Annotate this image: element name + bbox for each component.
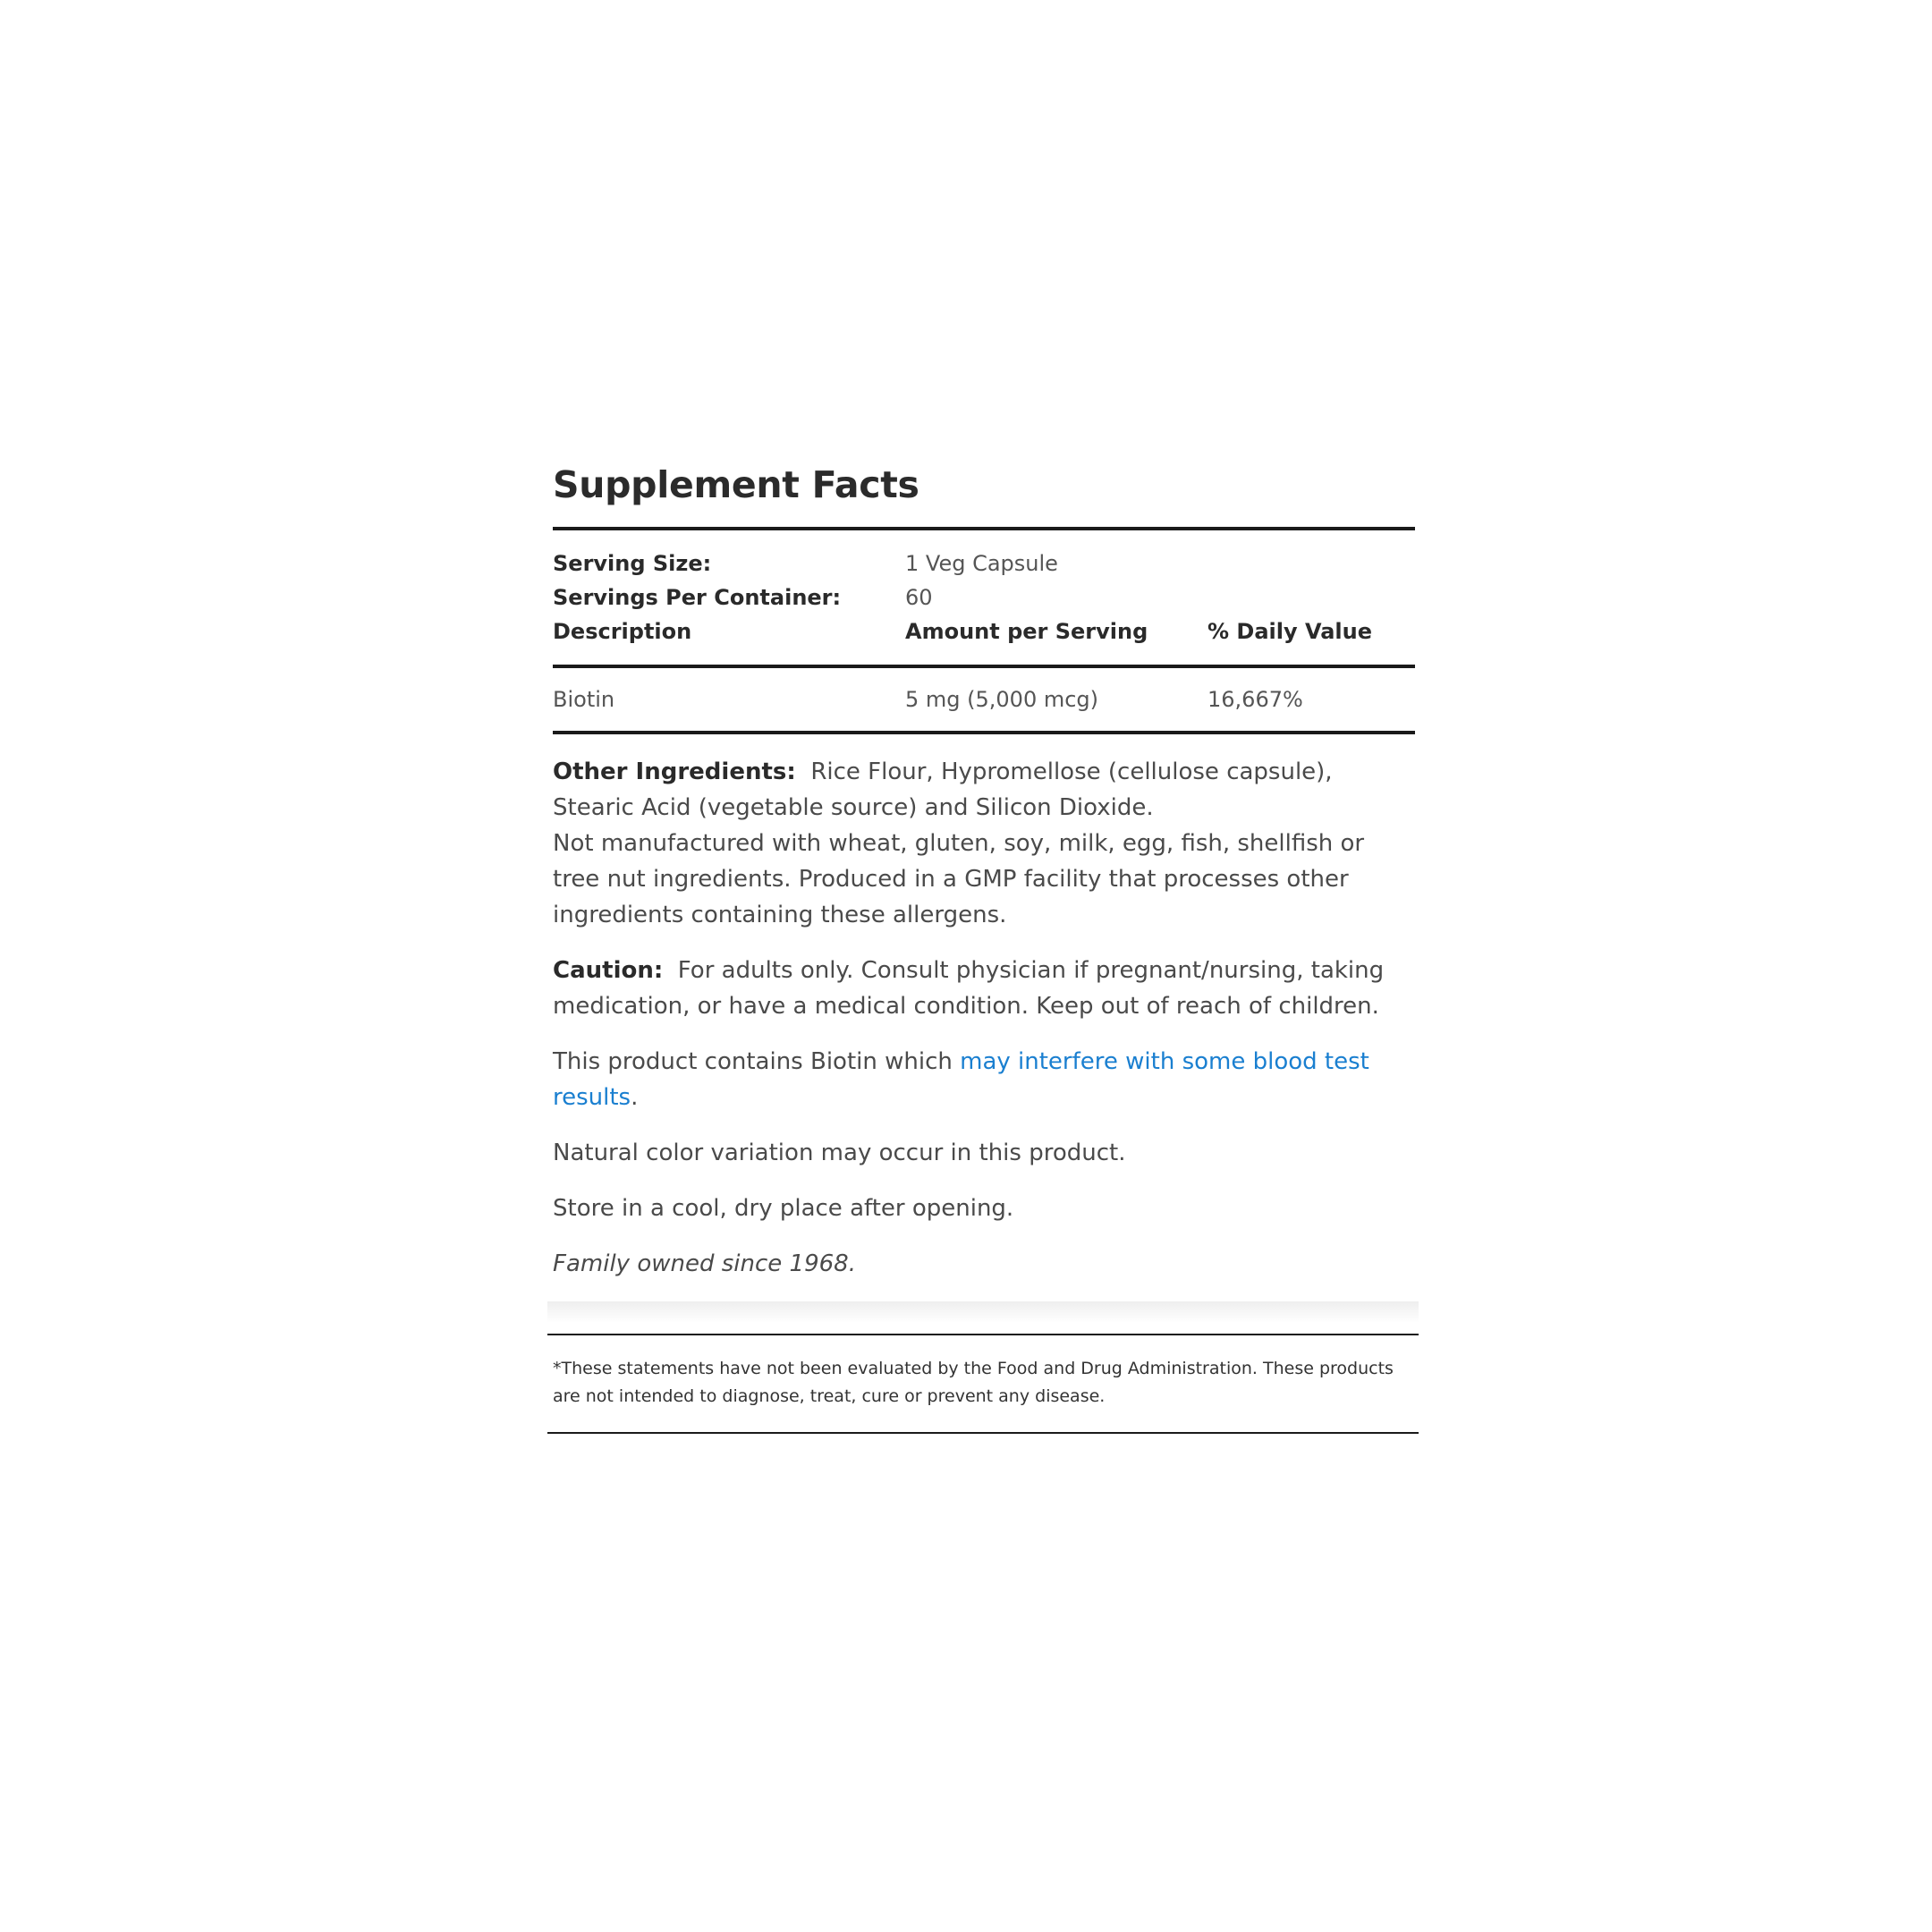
servings-per-container-row <box>553 580 1415 614</box>
allergen-text: Not manufactured with wheat, gluten, soy, milk, egg, fish, shellfish or tree nut ingredients. Produced in a GMP facility that processes other ingredients containing these allergens. <box>553 830 1365 929</box>
column-header-daily-value: % Daily Value <box>1208 619 1373 645</box>
nutrient-amount: 5 mg (5,000 mcg) <box>905 687 1099 713</box>
biotin-warning-prefix: This product contains Biotin which <box>553 1048 953 1076</box>
other-ingredients-label: Other Ingredients: <box>553 758 796 786</box>
caution-label: Caution: <box>553 957 664 985</box>
color-variation-paragraph: Natural color variation may occur in this product. <box>553 1140 1126 1167</box>
biotin-warning-suffix: . <box>631 1084 639 1112</box>
serving-size-value: 1 Veg Capsule <box>905 551 1058 577</box>
other-ingredients-text: Rice Flour, Hypromellose (cellulose capsule), Stearic Acid (vegetable source) and Silicon Dioxide. <box>553 758 1333 822</box>
servings-per-container-value: 60 <box>905 585 933 611</box>
table-row <box>553 682 1415 716</box>
column-headers-row <box>553 614 1415 648</box>
servings-per-container-label: Servings Per Container: <box>553 585 842 611</box>
caution-paragraph <box>553 953 1417 1024</box>
serving-size-row <box>553 547 1415 580</box>
section-divider-shadow <box>547 1301 1419 1323</box>
nutrient-daily-value: 16,667% <box>1208 687 1303 713</box>
family-owned-paragraph: Family owned since 1968. <box>553 1250 856 1278</box>
page-title: Supplement Facts <box>553 463 919 506</box>
product-notes <box>553 754 1417 1282</box>
supplement-facts-panel <box>547 447 1417 1434</box>
nutrient-name: Biotin <box>553 687 615 713</box>
column-header-description: Description <box>553 619 692 645</box>
blood-test-link[interactable]: may interfere with some blood test results <box>553 1048 1369 1112</box>
biotin-warning-paragraph <box>553 1044 1417 1115</box>
column-header-amount: Amount per Serving <box>905 619 1148 645</box>
other-ingredients-paragraph <box>553 754 1417 933</box>
facts-header <box>553 530 1415 668</box>
facts-body <box>553 668 1415 734</box>
serving-size-label: Serving Size: <box>553 551 712 577</box>
storage-paragraph: Store in a cool, dry place after opening. <box>553 1195 1014 1223</box>
facts-table <box>553 527 1415 734</box>
caution-text: For adults only. Consult physician if pregnant/nursing, taking medication, or have a medical condition. Keep out of reach of children. <box>553 957 1385 1021</box>
fda-disclaimer: *These statements have not been evaluated by the Food and Drug Administration. These products are not intended to diagnose, treat, cure or prevent any disease. <box>547 1334 1419 1434</box>
